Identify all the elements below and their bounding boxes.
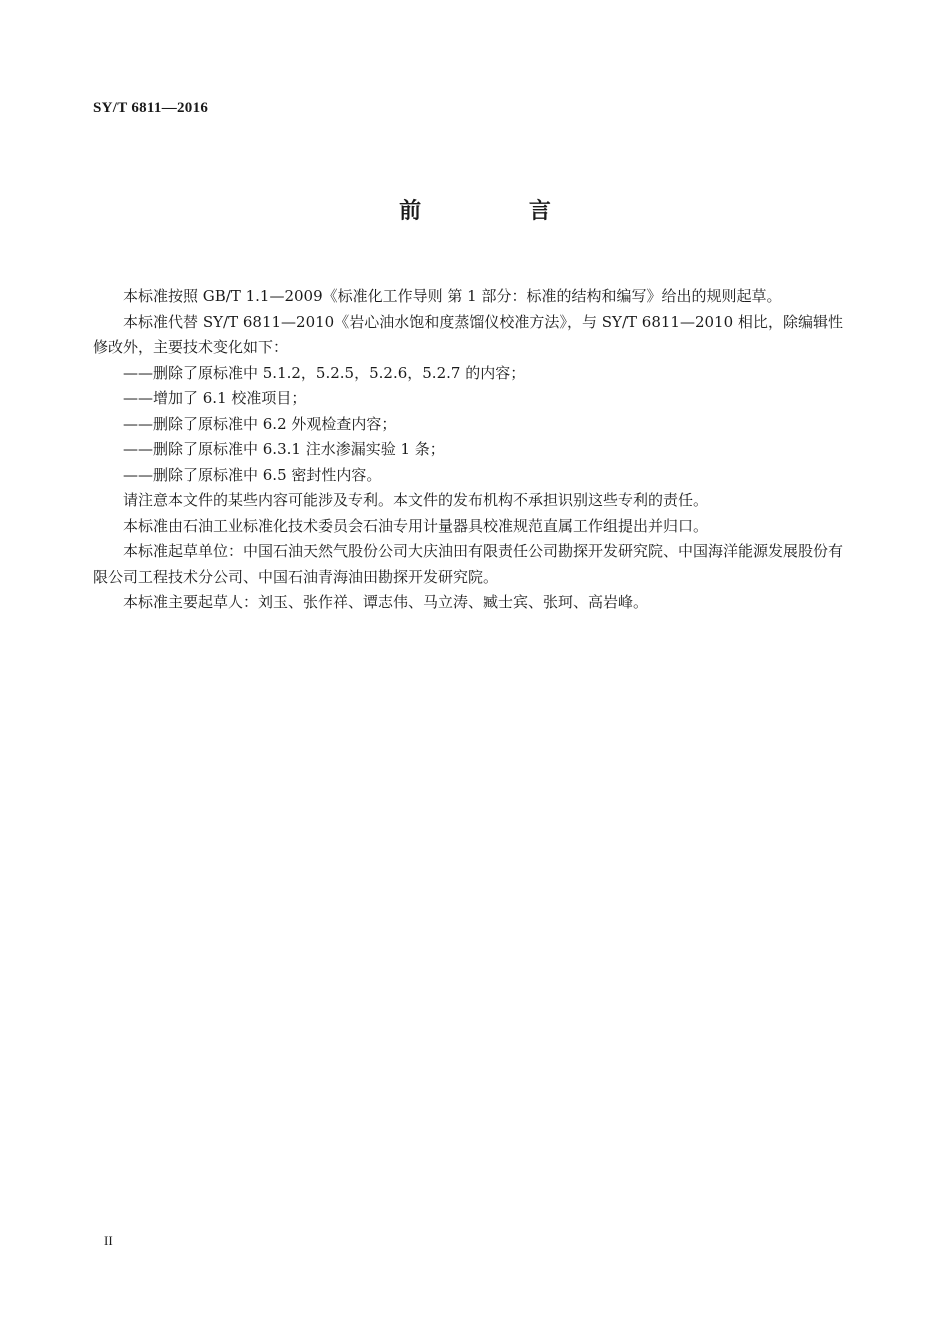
paragraph-drafting-units: 本标准起草单位：中国石油天然气股份公司大庆油田有限责任公司勘探开发研究院、中国海洋能源发展股份有限公司工程技术分公司、中国石油青海油田勘探开发研究院。 (93, 542, 844, 586)
list-item-change: ——删除了原标准中 6.3.1 注水渗漏实验 1 条； (123, 440, 445, 458)
list-item-change: ——删除了原标准中 6.5 密封性内容。 (123, 465, 382, 484)
foreword-body (93, 284, 843, 616)
paragraph-replacement: 本标准代替 SY/T 6811—2010《岩心油水饱和度蒸馏仪校准方法》，与 SY/T 6811—2010 相比，除编辑性修改外，主要技术变化如下： (93, 312, 843, 356)
paragraph-patent-notice: 请注意本文件的某些内容可能涉及专利。本文件的发布机构不承担识别这些专利的责任。 (123, 491, 709, 509)
page-title: 前 言 (399, 199, 601, 224)
list-item-change: ——增加了 6.1 校准项目； (123, 389, 307, 407)
standard-code: SY/T 6811—2016 (93, 100, 209, 116)
paragraph-drafters: 本标准主要起草人：刘玉、张作祥、谭志伟、马立涛、臧士宾、张珂、高岩峰。 (123, 593, 649, 611)
paragraph-drafting-rules: 本标准按照 GB/T 1.1—2009《标准化工作导则 第 1 部分：标准的结构和编写》给出的规则起草。 (123, 287, 782, 305)
page-number: II (104, 1233, 113, 1248)
list-item-change: ——删除了原标准中 5.1.2，5.2.5，5.2.6，5.2.7 的内容； (123, 363, 526, 382)
list-item-change: ——删除了原标准中 6.2 外观检查内容； (123, 414, 397, 433)
paragraph-proposer: 本标准由石油工业标准化技术委员会石油专用计量器具校准规范直属工作组提出并归口。 (123, 516, 709, 535)
